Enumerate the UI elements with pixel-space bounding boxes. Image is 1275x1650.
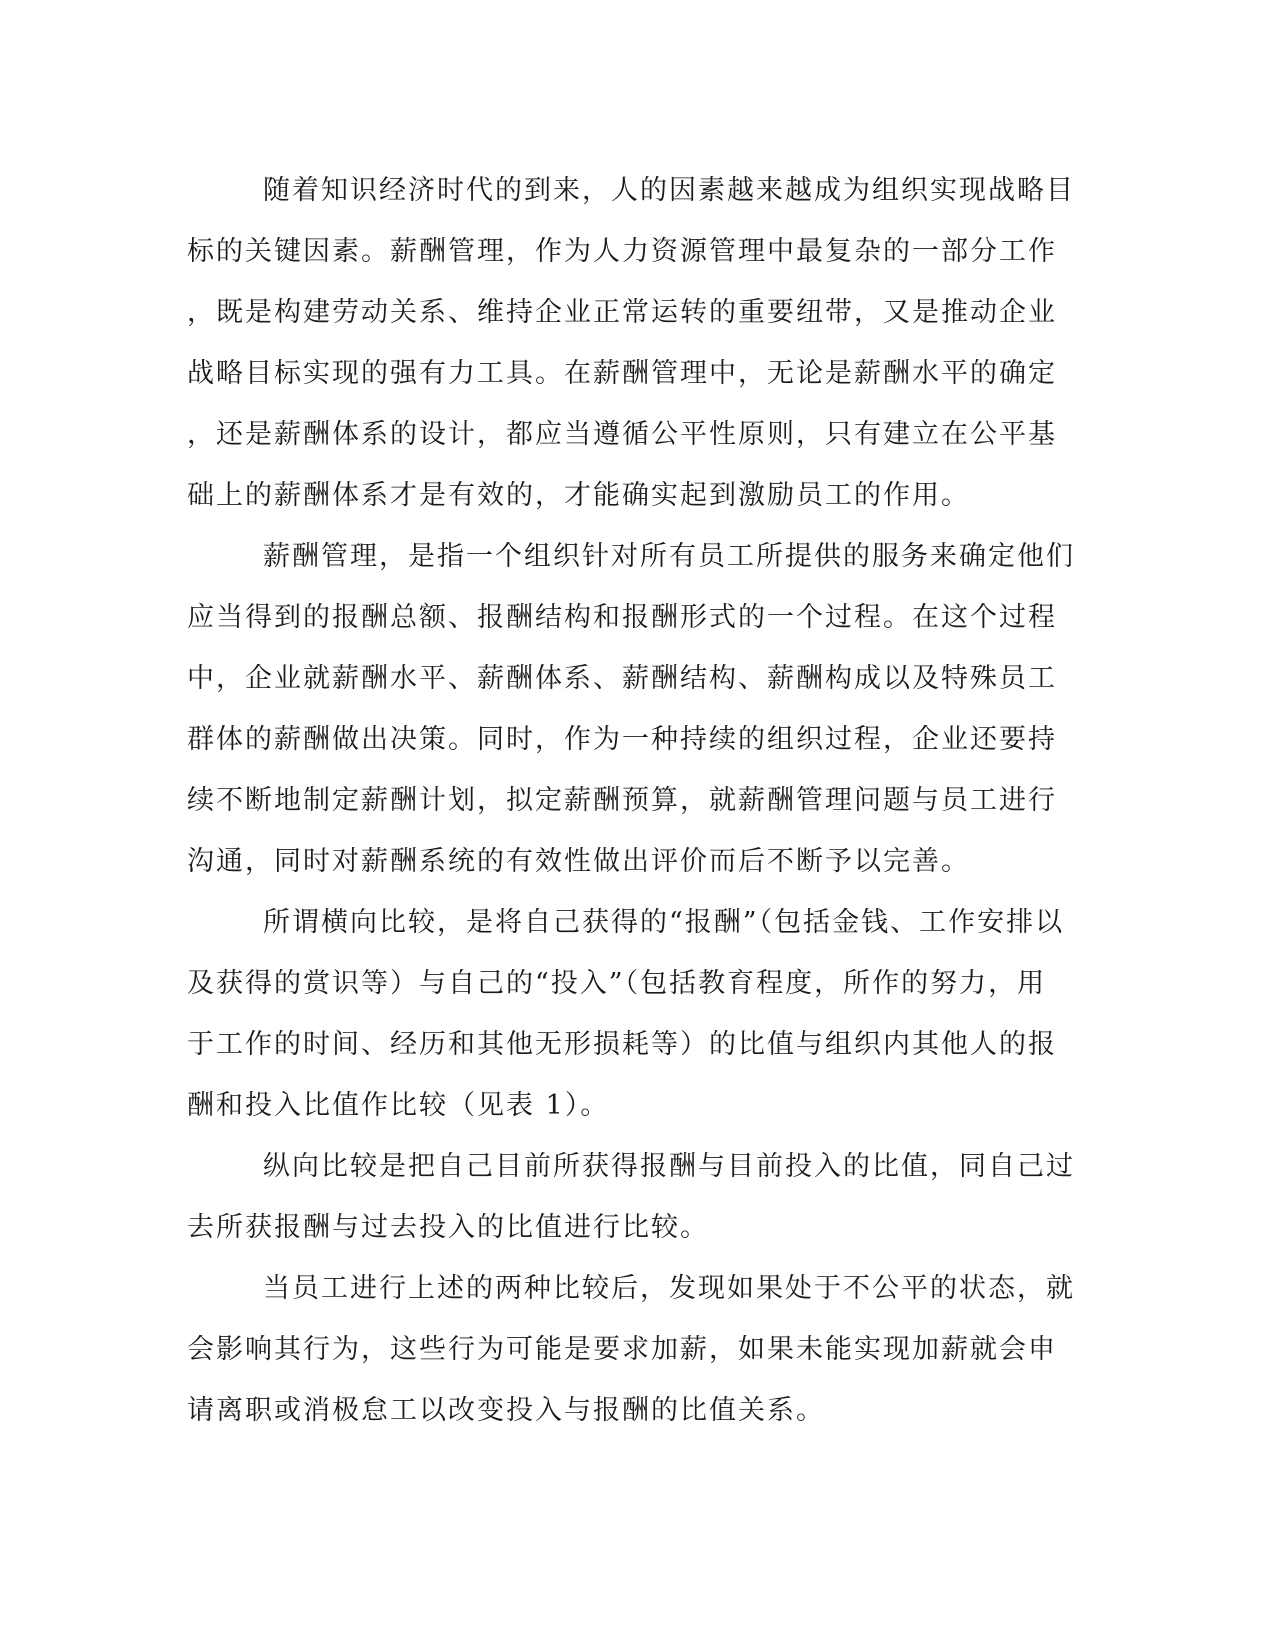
paragraph-line: 沟通，同时对薪酬系统的有效性做出评价而后不断予以完善。: [187, 846, 970, 877]
paragraph-line: 战略目标实现的强有力工具。在薪酬管理中，无论是薪酬水平的确定: [187, 358, 1057, 389]
paragraph-line: 薪酬管理，是指一个组织针对所有员工所提供的服务来确定他们: [263, 541, 1075, 572]
paragraph-line: ，既是构建劳动关系、维持企业正常运转的重要纽带，又是推动企业: [187, 297, 1057, 328]
paragraph-line: 随着知识经济时代的到来，人的因素越来越成为组织实现战略目: [263, 175, 1075, 206]
paragraph-line: 标的关键因素。薪酬管理，作为人力资源管理中最复杂的一部分工作: [187, 236, 1057, 267]
paragraph-line: 应当得到的报酬总额、报酬结构和报酬形式的一个过程。在这个过程: [187, 602, 1057, 633]
paragraph-line: 及获得的赏识等）与自己的“投入”（包括教育程度，所作的努力，用: [187, 968, 1047, 999]
paragraph-line: 纵向比较是把自己目前所获得报酬与目前投入的比值，同自己过: [263, 1151, 1075, 1182]
paragraph-line: 中，企业就薪酬水平、薪酬体系、薪酬结构、薪酬构成以及特殊员工: [187, 663, 1057, 694]
paragraph-line: 会影响其行为，这些行为可能是要求加薪，如果未能实现加薪就会申: [187, 1334, 1057, 1365]
paragraph-line: ，还是薪酬体系的设计，都应当遵循公平性原则，只有建立在公平基: [187, 419, 1057, 450]
paragraph-1: [187, 160, 1075, 526]
paragraph-line: 础上的薪酬体系才是有效的，才能确实起到激励员工的作用。: [187, 480, 970, 511]
paragraph-line: 请离职或消极怠工以改变投入与报酬的比值关系。: [187, 1395, 825, 1426]
paragraph-2: [187, 526, 1075, 892]
paragraph-3: [187, 892, 1067, 1136]
paragraph-line: 当员工进行上述的两种比较后，发现如果处于不公平的状态，就: [263, 1273, 1075, 1304]
paragraph-line: 群体的薪酬做出决策。同时，作为一种持续的组织过程，企业还要持: [187, 724, 1057, 755]
paragraph-line: 于工作的时间、经历和其他无形损耗等）的比值与组织内其他人的报: [187, 1029, 1057, 1060]
body-text: [187, 160, 1075, 1441]
paragraph-5: [187, 1258, 1075, 1441]
paragraph-line: 所谓横向比较，是将自己获得的“报酬”（包括金钱、工作安排以: [263, 907, 1065, 938]
paragraph-line: 续不断地制定薪酬计划，拟定薪酬预算，就薪酬管理问题与员工进行: [187, 785, 1057, 816]
paragraph-4: [187, 1136, 1075, 1258]
paragraph-line: 去所获报酬与过去投入的比值进行比较。: [187, 1212, 709, 1243]
paragraph-line: 酬和投入比值作比较（见表 1）。: [187, 1090, 610, 1121]
